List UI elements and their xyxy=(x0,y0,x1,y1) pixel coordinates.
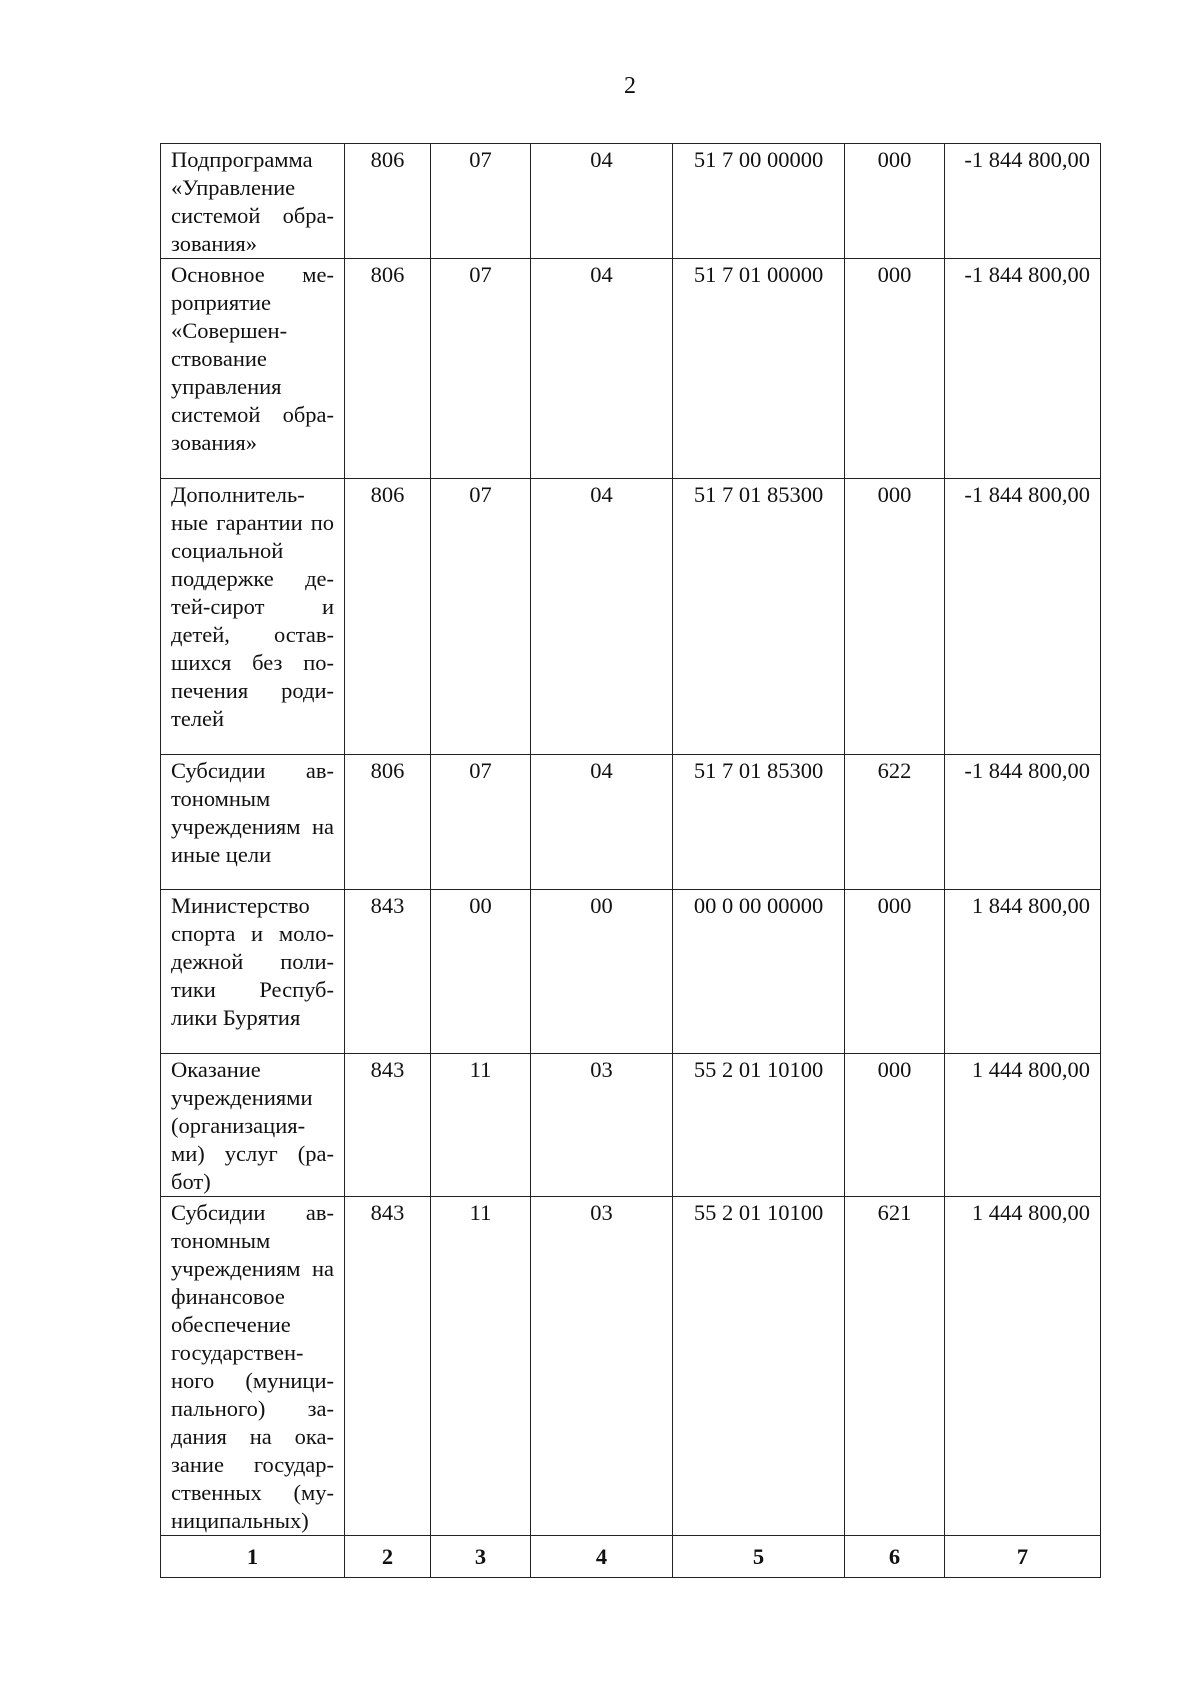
row-expense-type: 000 xyxy=(845,479,945,755)
row-name: Министерство спорта и моло-дежной поли-тики Респуб-лики Бурятия xyxy=(161,890,345,1054)
row-amount: -1 844 800,00 xyxy=(945,259,1101,479)
row-expense-type: 000 xyxy=(845,259,945,479)
row-grbs: 806 xyxy=(345,259,431,479)
row-target-article: 51 7 01 85300 xyxy=(673,755,845,890)
row-expense-type: 622 xyxy=(845,755,945,890)
column-number: 2 xyxy=(345,1536,431,1578)
row-name: Субсидии ав-тономным учреждениям на финансовое обеспечение государствен-ного (муници-пального) за-дания на ока-зание государ-ственных (му-ниципальных) xyxy=(161,1197,345,1536)
table-row xyxy=(161,479,1101,755)
table-row xyxy=(161,1197,1101,1536)
row-name: Основное ме-роприятие «Совершен-ствование управления системой обра-зования» xyxy=(161,259,345,479)
column-number: 3 xyxy=(431,1536,531,1578)
row-expense-type: 000 xyxy=(845,144,945,259)
row-subsection: 04 xyxy=(531,755,673,890)
row-section: 07 xyxy=(431,259,531,479)
table-row xyxy=(161,890,1101,1054)
table-row xyxy=(161,755,1101,890)
column-number: 7 xyxy=(945,1536,1101,1578)
table-row xyxy=(161,1054,1101,1197)
row-target-article: 51 7 01 00000 xyxy=(673,259,845,479)
row-amount: -1 844 800,00 xyxy=(945,144,1101,259)
row-name: Оказание учреждениями (организация-ми) услуг (ра-бот) xyxy=(161,1054,345,1197)
row-target-article: 51 7 00 00000 xyxy=(673,144,845,259)
row-section: 00 xyxy=(431,890,531,1054)
row-target-article: 55 2 01 10100 xyxy=(673,1197,845,1536)
row-name: Субсидии ав-тономным учреждениям на иные цели xyxy=(161,755,345,890)
row-grbs: 806 xyxy=(345,144,431,259)
row-subsection: 03 xyxy=(531,1054,673,1197)
row-section: 07 xyxy=(431,479,531,755)
row-expense-type: 621 xyxy=(845,1197,945,1536)
table-row xyxy=(161,259,1101,479)
table-row xyxy=(161,144,1101,259)
row-subsection: 04 xyxy=(531,259,673,479)
row-grbs: 843 xyxy=(345,1054,431,1197)
column-number: 6 xyxy=(845,1536,945,1578)
row-grbs: 806 xyxy=(345,755,431,890)
column-number: 5 xyxy=(673,1536,845,1578)
row-amount: -1 844 800,00 xyxy=(945,755,1101,890)
row-target-article: 00 0 00 00000 xyxy=(673,890,845,1054)
row-section: 07 xyxy=(431,144,531,259)
row-target-article: 55 2 01 10100 xyxy=(673,1054,845,1197)
budget-table xyxy=(160,143,1101,1578)
row-grbs: 843 xyxy=(345,1197,431,1536)
column-number-row xyxy=(161,1536,1101,1578)
row-name: Дополнитель-ные гарантии по социальной поддержке де-тей-сирот и детей, остав-шихся без по-печения роди-телей xyxy=(161,479,345,755)
row-grbs: 806 xyxy=(345,479,431,755)
row-subsection: 04 xyxy=(531,144,673,259)
row-expense-type: 000 xyxy=(845,890,945,1054)
row-subsection: 00 xyxy=(531,890,673,1054)
row-amount: 1 444 800,00 xyxy=(945,1054,1101,1197)
row-section: 11 xyxy=(431,1197,531,1536)
row-amount: -1 844 800,00 xyxy=(945,479,1101,755)
row-section: 11 xyxy=(431,1054,531,1197)
row-section: 07 xyxy=(431,755,531,890)
row-amount: 1 844 800,00 xyxy=(945,890,1101,1054)
row-target-article: 51 7 01 85300 xyxy=(673,479,845,755)
row-amount: 1 444 800,00 xyxy=(945,1197,1101,1536)
page-number: 2 xyxy=(624,73,636,99)
column-number: 1 xyxy=(161,1536,345,1578)
row-subsection: 04 xyxy=(531,479,673,755)
row-name: Подпрограмма «Управление системой обра-зования» xyxy=(161,144,345,259)
row-grbs: 843 xyxy=(345,890,431,1054)
column-number: 4 xyxy=(531,1536,673,1578)
row-subsection: 03 xyxy=(531,1197,673,1536)
row-expense-type: 000 xyxy=(845,1054,945,1197)
